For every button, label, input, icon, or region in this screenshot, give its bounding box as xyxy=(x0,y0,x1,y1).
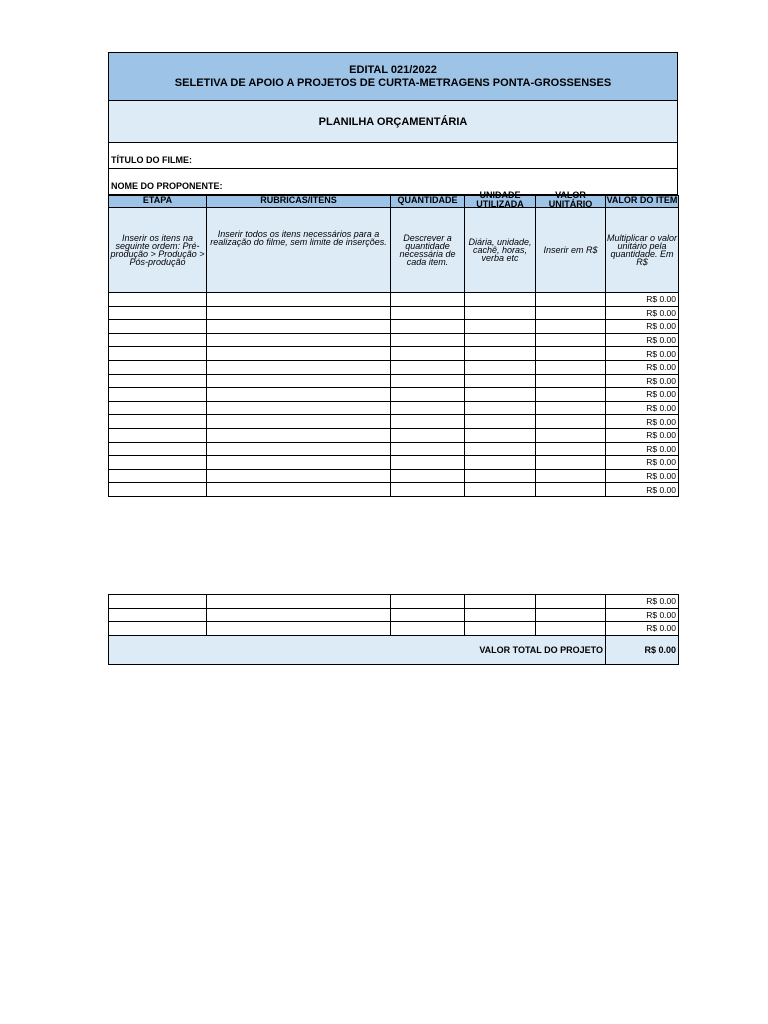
film-title-field[interactable] xyxy=(108,143,678,169)
cell-valor-unitario[interactable] xyxy=(536,595,606,609)
cell-etapa[interactable] xyxy=(109,469,207,483)
cell-unidade[interactable] xyxy=(465,415,536,429)
cell-valor-item: R$ 0.00 xyxy=(606,293,679,307)
cell-valor-unitario[interactable] xyxy=(536,360,606,374)
table-row xyxy=(109,469,679,483)
cell-valor-unitario[interactable] xyxy=(536,306,606,320)
cell-unidade[interactable] xyxy=(465,401,536,415)
cell-valor-item: R$ 0.00 xyxy=(606,306,679,320)
cell-etapa[interactable] xyxy=(109,428,207,442)
col-valor-item: VALOR DO ITEM xyxy=(606,196,679,208)
col-unidade: UNIDADE UTILIZADA xyxy=(465,196,536,208)
table-row xyxy=(109,483,679,497)
sheet-title: PLANILHA ORÇAMENTÁRIA xyxy=(108,100,678,143)
cell-unidade[interactable] xyxy=(465,374,536,388)
cell-valor-unitario[interactable] xyxy=(536,293,606,307)
cell-valor-item: R$ 0.00 xyxy=(606,320,679,334)
cell-valor-item: R$ 0.00 xyxy=(606,456,679,470)
cell-valor-item: R$ 0.00 xyxy=(606,608,679,622)
hint-unidade: Diária, unidade, cachê, horas, verba etc xyxy=(465,208,536,293)
cell-unidade[interactable] xyxy=(465,428,536,442)
proponent-label: NOME DO PROPONENTE: xyxy=(111,181,223,191)
cell-rubricas[interactable] xyxy=(207,415,391,429)
cell-rubricas[interactable] xyxy=(207,428,391,442)
col-quantidade: QUANTIDADE xyxy=(391,196,465,208)
cell-valor-unitario[interactable] xyxy=(536,608,606,622)
cell-quantidade[interactable] xyxy=(391,469,465,483)
table-row xyxy=(109,388,679,402)
table-row xyxy=(109,306,679,320)
cell-etapa[interactable] xyxy=(109,347,207,361)
hint-etapa: Inserir os itens na seguinte ordem: Pré-produção > Produção > Pós-produção xyxy=(109,208,207,293)
cell-quantidade[interactable] xyxy=(391,360,465,374)
cell-quantidade[interactable] xyxy=(391,483,465,497)
cell-quantidade[interactable] xyxy=(391,306,465,320)
table-row xyxy=(109,360,679,374)
cell-valor-unitario[interactable] xyxy=(536,442,606,456)
cell-valor-unitario[interactable] xyxy=(536,374,606,388)
hint-row xyxy=(109,208,679,293)
cell-unidade[interactable] xyxy=(465,483,536,497)
cell-quantidade[interactable] xyxy=(391,622,465,636)
table-row xyxy=(109,347,679,361)
cell-quantidade[interactable] xyxy=(391,415,465,429)
cell-unidade[interactable] xyxy=(465,442,536,456)
edital-number: EDITAL 021/2022 xyxy=(349,63,437,76)
cell-rubricas[interactable] xyxy=(207,483,391,497)
hint-valor-unitario: Inserir em R$ xyxy=(536,208,606,293)
hint-rubricas: Inserir todos os itens necessários para a realização do filme, sem limite de inserções. xyxy=(207,208,391,293)
total-label: VALOR TOTAL DO PROJETO xyxy=(109,635,606,664)
table-row xyxy=(109,442,679,456)
cell-valor-unitario[interactable] xyxy=(536,469,606,483)
cell-valor-item: R$ 0.00 xyxy=(606,401,679,415)
cell-valor-item: R$ 0.00 xyxy=(606,347,679,361)
cell-valor-item: R$ 0.00 xyxy=(606,483,679,497)
column-header-row xyxy=(109,196,679,208)
table-row xyxy=(109,595,679,609)
col-valor-unitario: VALOR UNITÁRIO xyxy=(536,196,606,208)
table-row xyxy=(109,333,679,347)
cell-rubricas[interactable] xyxy=(207,320,391,334)
cell-etapa[interactable] xyxy=(109,320,207,334)
hint-quantidade: Descrever a quantidade necessária de cada item. xyxy=(391,208,465,293)
cell-quantidade[interactable] xyxy=(391,608,465,622)
budget-sheet xyxy=(108,52,678,497)
cell-etapa[interactable] xyxy=(109,622,207,636)
cell-quantidade[interactable] xyxy=(391,293,465,307)
cell-unidade[interactable] xyxy=(465,469,536,483)
table-row xyxy=(109,456,679,470)
cell-valor-item: R$ 0.00 xyxy=(606,374,679,388)
cell-valor-unitario[interactable] xyxy=(536,333,606,347)
cell-rubricas[interactable] xyxy=(207,469,391,483)
table-row xyxy=(109,608,679,622)
cell-quantidade[interactable] xyxy=(391,374,465,388)
cell-etapa[interactable] xyxy=(109,306,207,320)
cell-valor-item: R$ 0.00 xyxy=(606,360,679,374)
cell-unidade[interactable] xyxy=(465,306,536,320)
cell-valor-unitario[interactable] xyxy=(536,622,606,636)
cell-etapa[interactable] xyxy=(109,483,207,497)
cell-unidade[interactable] xyxy=(465,360,536,374)
cell-valor-item: R$ 0.00 xyxy=(606,428,679,442)
cell-valor-item: R$ 0.00 xyxy=(606,333,679,347)
cell-unidade[interactable] xyxy=(465,608,536,622)
cell-valor-unitario[interactable] xyxy=(536,415,606,429)
cell-etapa[interactable] xyxy=(109,456,207,470)
cell-unidade[interactable] xyxy=(465,347,536,361)
cell-rubricas[interactable] xyxy=(207,293,391,307)
col-etapa: ETAPA xyxy=(109,196,207,208)
cell-rubricas[interactable] xyxy=(207,388,391,402)
cell-rubricas[interactable] xyxy=(207,608,391,622)
cell-valor-unitario[interactable] xyxy=(536,456,606,470)
cell-rubricas[interactable] xyxy=(207,333,391,347)
cell-rubricas[interactable] xyxy=(207,347,391,361)
budget-table xyxy=(108,190,679,497)
cell-rubricas[interactable] xyxy=(207,442,391,456)
hint-valor-item: Multiplicar o valor unitário pela quantidade. Em R$ xyxy=(606,208,679,293)
cell-rubricas[interactable] xyxy=(207,595,391,609)
total-value: R$ 0.00 xyxy=(606,635,679,664)
cell-rubricas[interactable] xyxy=(207,401,391,415)
cell-etapa[interactable] xyxy=(109,374,207,388)
cell-unidade[interactable] xyxy=(465,595,536,609)
table-row xyxy=(109,320,679,334)
cell-rubricas[interactable] xyxy=(207,360,391,374)
cell-rubricas[interactable] xyxy=(207,306,391,320)
cell-etapa[interactable] xyxy=(109,608,207,622)
cell-unidade[interactable] xyxy=(465,388,536,402)
cell-quantidade[interactable] xyxy=(391,428,465,442)
cell-quantidade[interactable] xyxy=(391,320,465,334)
cell-valor-unitario[interactable] xyxy=(536,320,606,334)
cell-valor-item: R$ 0.00 xyxy=(606,622,679,636)
col-rubricas: RUBRICAS/ITENS xyxy=(207,196,391,208)
cell-quantidade[interactable] xyxy=(391,388,465,402)
cell-quantidade[interactable] xyxy=(391,333,465,347)
cell-unidade[interactable] xyxy=(465,320,536,334)
table-row xyxy=(109,401,679,415)
cell-valor-item: R$ 0.00 xyxy=(606,388,679,402)
edital-header xyxy=(108,52,678,100)
cell-valor-unitario[interactable] xyxy=(536,388,606,402)
table-row xyxy=(109,374,679,388)
cell-quantidade[interactable] xyxy=(391,442,465,456)
film-title-label: TÍTULO DO FILME: xyxy=(111,155,192,165)
cell-rubricas[interactable] xyxy=(207,622,391,636)
cell-quantidade[interactable] xyxy=(391,595,465,609)
total-row xyxy=(109,635,679,664)
cell-valor-item: R$ 0.00 xyxy=(606,595,679,609)
cell-quantidade[interactable] xyxy=(391,401,465,415)
cell-unidade[interactable] xyxy=(465,293,536,307)
cell-unidade[interactable] xyxy=(465,333,536,347)
cell-etapa[interactable] xyxy=(109,360,207,374)
cell-valor-unitario[interactable] xyxy=(536,483,606,497)
table-row xyxy=(109,428,679,442)
cell-rubricas[interactable] xyxy=(207,374,391,388)
cell-valor-unitario[interactable] xyxy=(536,401,606,415)
cell-quantidade[interactable] xyxy=(391,347,465,361)
cell-etapa[interactable] xyxy=(109,293,207,307)
cell-rubricas[interactable] xyxy=(207,456,391,470)
cell-etapa[interactable] xyxy=(109,388,207,402)
cell-etapa[interactable] xyxy=(109,401,207,415)
budget-table-continued xyxy=(108,594,679,665)
cell-etapa[interactable] xyxy=(109,333,207,347)
cell-etapa[interactable] xyxy=(109,415,207,429)
table-row xyxy=(109,622,679,636)
cell-valor-unitario[interactable] xyxy=(536,428,606,442)
cell-etapa[interactable] xyxy=(109,595,207,609)
cell-etapa[interactable] xyxy=(109,442,207,456)
cell-unidade[interactable] xyxy=(465,456,536,470)
cell-quantidade[interactable] xyxy=(391,456,465,470)
cell-valor-item: R$ 0.00 xyxy=(606,469,679,483)
cell-valor-item: R$ 0.00 xyxy=(606,442,679,456)
budget-footer-section xyxy=(108,594,678,665)
cell-unidade[interactable] xyxy=(465,622,536,636)
cell-valor-item: R$ 0.00 xyxy=(606,415,679,429)
table-row xyxy=(109,293,679,307)
edital-title: SELETIVA DE APOIO A PROJETOS DE CURTA-METRAGENS PONTA-GROSSENSES xyxy=(174,76,612,89)
cell-valor-unitario[interactable] xyxy=(536,347,606,361)
table-row xyxy=(109,415,679,429)
